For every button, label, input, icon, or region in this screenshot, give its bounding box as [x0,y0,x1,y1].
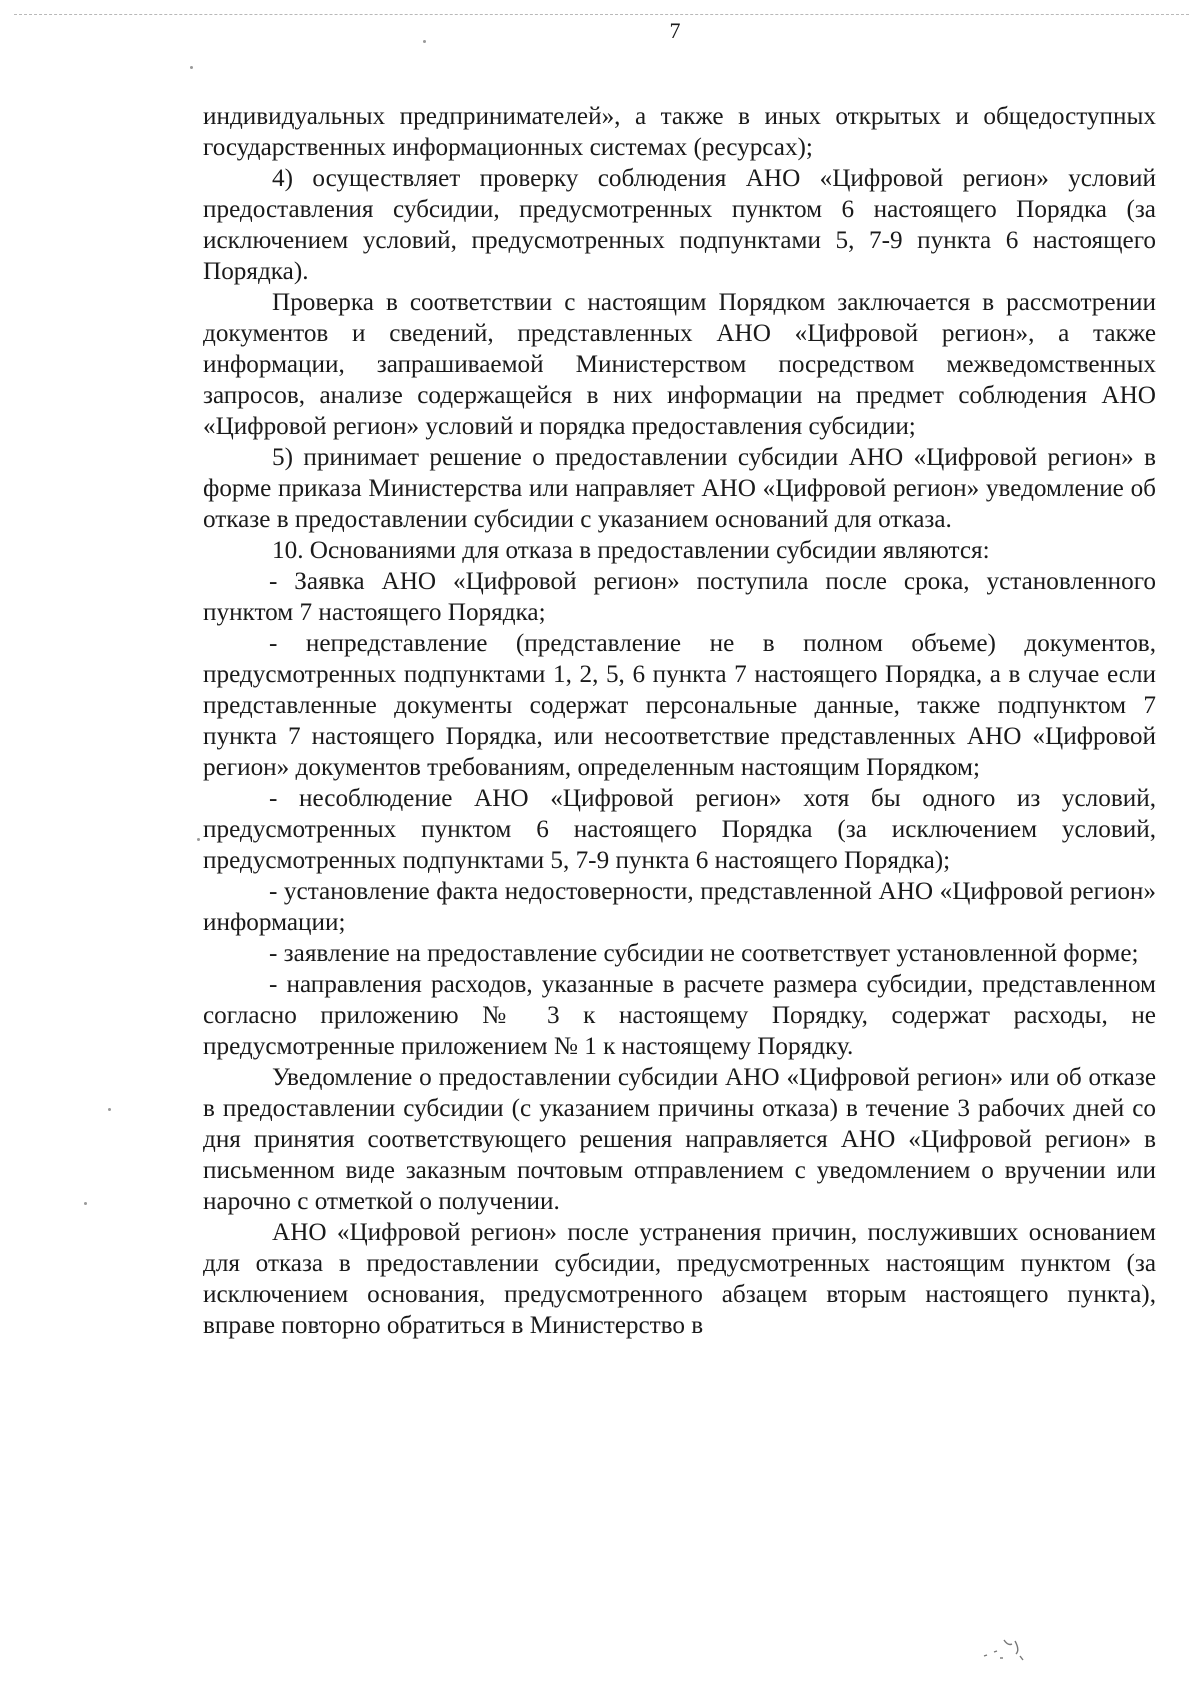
section-heading-10: 10. Основаниями для отказа в предоставлении субсидии являются: [272,537,990,564]
scan-speck [108,1108,111,1111]
list-item: - непредставление (представление не в полном объеме) документов, предусмотренных подпунктами 1, 2, 5, 6 пункта 7 настоящего Порядка, а в случае если представленные документы содержат персональные данные, также подпунктом 7 пункта 7 настоящего Порядка, или несоответствие представленных АНО «Цифровой регион» документов требованиям, определенным настоящим Порядком; [203,630,1156,781]
scan-speck [190,66,193,69]
list-item: - направления расходов, указанные в расчете размера субсидии, представленном согласно приложению № 3 к настоящему Порядку, содержат расходы, не предусмотренные приложением № 1 к настоящему Порядку. [203,971,1156,1060]
paragraph: Проверка в соответствии с настоящим Порядком заключается в рассмотрении документов и сведений, представленных АНО «Цифровой регион», а также информации, запрашиваемой Министерством посредством межведомственных запросов, анализе содержащейся в них информации на предмет соблюдения АНО «Цифровой регион» условий и порядка предоставления субсидии; [203,289,1156,440]
scan-speck [84,1202,87,1205]
list-item: - заявление на предоставление субсидии не соответствует установленной форме; [269,940,1139,967]
list-item: - установление факта недостоверности, представленной АНО «Цифровой регион» информации; [203,878,1156,936]
list-item: - несоблюдение АНО «Цифровой регион» хотя бы одного из условий, предусмотренных пунктом 6 настоящего Порядка (за исключением условий, предусмотренных подпунктами 5, 7-9 пункта 6 настоящего Порядка); [203,785,1156,874]
page-number: 7 [669,18,681,43]
paragraph: 4) осуществляет проверку соблюдения АНО «Цифровой регион» условий предоставления субсидии, предусмотренных пунктом 6 настоящего Порядка (за исключением условий, предусмотренных подпунктами 5, 7-9 пункта 6 настоящего Порядка). [203,165,1156,285]
document-body [203,101,1156,1341]
list-item: - Заявка АНО «Цифровой регион» поступила после срока, установленного пунктом 7 настоящего Порядка; [203,568,1156,626]
scan-top-edge [14,14,1189,15]
paragraph: индивидуальных предпринимателей», а также в иных открытых и общедоступных государственных информационных системах (ресурсах); [203,103,1156,161]
scan-speck [423,40,426,43]
paragraph: АНО «Цифровой регион» после устранения причин, послуживших основанием для отказа в предоставлении субсидии, предусмотренных настоящим пунктом (за исключением основания, предусмотренного абзацем вторым настоящего пункта), вправе повторно обратиться в Министерство в [203,1219,1156,1339]
scan-marks [982,1636,1032,1662]
paragraph: Уведомление о предоставлении субсидии АНО «Цифровой регион» или об отказе в предоставлении субсидии (с указанием причины отказа) в течение 3 рабочих дней со дня принятия соответствующего решения направляется АНО «Цифровой регион» в письменном виде заказным почтовым отправлением с уведомлением о вручении или нарочно с отметкой о получении. [203,1064,1156,1215]
scan-speck [197,838,200,841]
paragraph: 5) принимает решение о предоставлении субсидии АНО «Цифровой регион» в форме приказа Министерства или направляет АНО «Цифровой регион» уведомление об отказе в предоставлении субсидии с указанием оснований для отказа. [203,444,1156,533]
